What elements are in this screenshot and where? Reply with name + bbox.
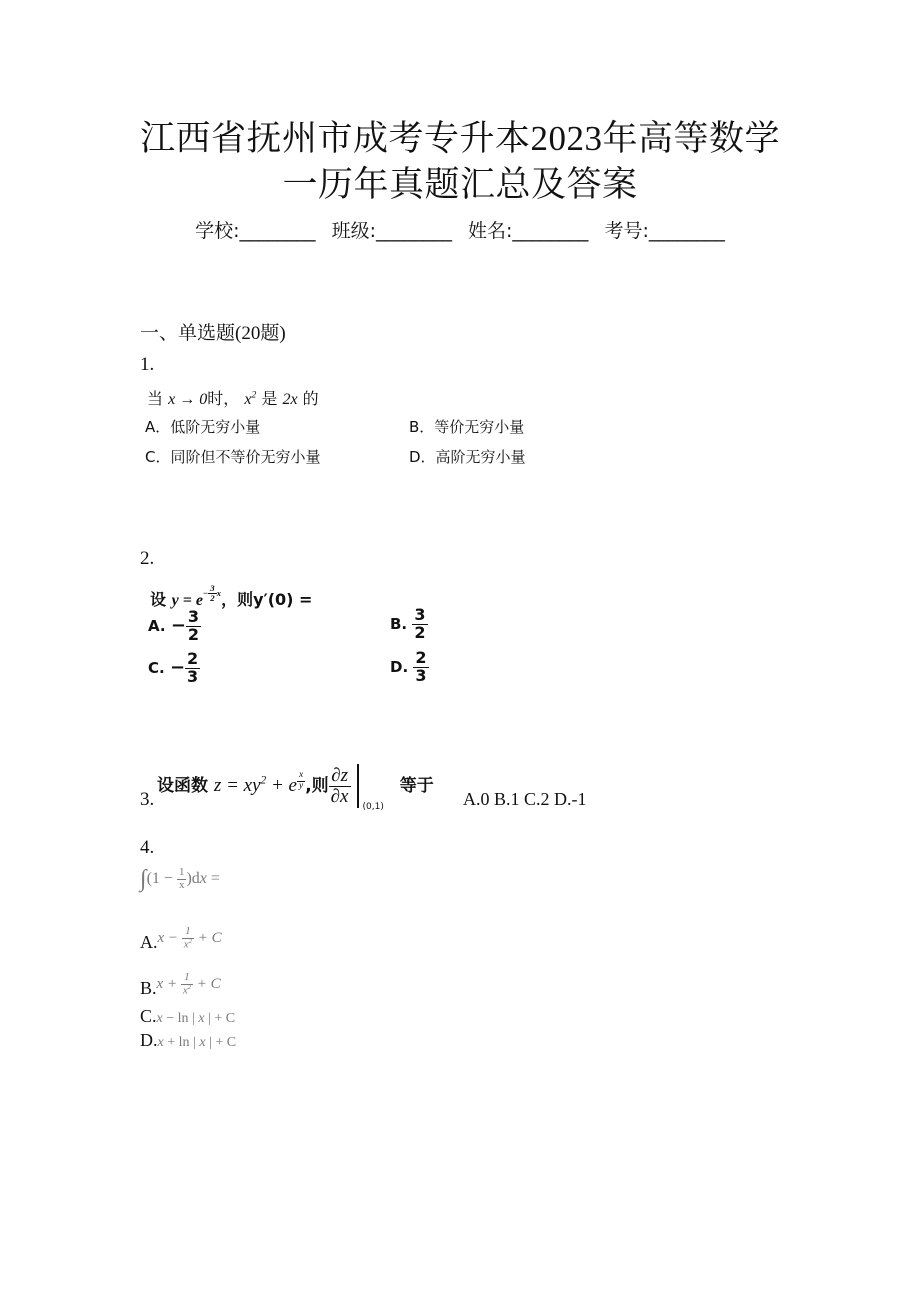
- q4-option-b-expr: x + 1 x2 + C: [156, 971, 221, 997]
- document-title-line1: 江西省抚州市成考专升本2023年高等数学: [139, 119, 780, 158]
- question-2-stem: [150, 584, 312, 610]
- q2-option-a-label: A.: [148, 616, 166, 635]
- q4-option-c-expr: x − ln | x | + C: [156, 1011, 236, 1026]
- q3-evaluation-point: (0,1): [362, 802, 384, 812]
- q2-stem-mid: ，则y′(0) =: [221, 589, 313, 609]
- q2-option-b-label: B.: [390, 614, 408, 633]
- q1-limit-expr: x → 0: [168, 391, 208, 408]
- question-3-stem: [157, 764, 434, 812]
- q2-option-b[interactable]: [390, 607, 428, 642]
- q4-option-b-label: B.: [140, 977, 157, 998]
- section-heading: 一、单选题(20题): [140, 323, 286, 344]
- q1-option-a[interactable]: A．低阶无穷小量: [145, 418, 261, 436]
- q3-evaluation-bar: [357, 764, 359, 808]
- question-2-number: 2.: [140, 548, 155, 569]
- q2-option-d-num: 2: [415, 648, 427, 667]
- q2-option-b-num: 3: [414, 605, 426, 624]
- q3-stem-then: ,则: [305, 776, 329, 796]
- q1-option-c[interactable]: C．同阶但不等价无穷小量: [145, 448, 321, 466]
- q4-option-b[interactable]: [140, 972, 221, 999]
- q1-stem-is: 是: [261, 389, 278, 408]
- school-field: 学校:________: [195, 220, 316, 242]
- q4-option-a-label: A.: [140, 931, 158, 952]
- q2-option-d[interactable]: [390, 650, 429, 685]
- q2-option-a-num: 3: [187, 607, 200, 626]
- q1-option-d[interactable]: D．高阶无穷小量: [409, 448, 526, 466]
- document-title-line2: 一历年真题汇总及答案: [282, 165, 638, 204]
- q2-option-c-sign: −: [169, 656, 186, 678]
- q4-option-d-expr: x + ln | x | + C: [157, 1035, 237, 1050]
- q1-option-b[interactable]: B．等价无穷小量: [409, 418, 525, 436]
- q2-option-d-label: D.: [390, 657, 409, 676]
- q1-stem-suffix: 的: [302, 389, 319, 408]
- q1-stem-prefix: 当: [147, 389, 164, 408]
- q3-stem-suffix: 等于: [399, 776, 434, 796]
- q2-stem-prefix: 设: [150, 589, 167, 609]
- q4-option-d[interactable]: [140, 1030, 236, 1051]
- q2-option-b-den: 2: [414, 622, 426, 642]
- q2-option-c-label: C.: [148, 658, 165, 677]
- q4-option-c-label: C.: [140, 1006, 157, 1026]
- question-4-stem: ∫(1 − $\frac{1}{x}$ )dx =: [140, 866, 220, 892]
- q4-option-a[interactable]: [140, 926, 222, 953]
- q2-option-c-den: 3: [187, 666, 199, 686]
- q3-options[interactable]: A.0 B.1 C.2 D.-1: [463, 789, 587, 809]
- q2-option-a-sign: −: [170, 614, 186, 636]
- q2-option-c[interactable]: [148, 651, 200, 686]
- class-field: 班级:________: [331, 220, 452, 242]
- q2-function: $y = e^{- \frac{3}{2} x}$: [171, 583, 222, 609]
- q4-option-d-label: D.: [140, 1030, 158, 1050]
- q3-function: $z = xy^2 + e$ $^{\frac{x}{y}}$: [213, 770, 304, 796]
- q2-option-a[interactable]: [148, 609, 201, 644]
- q1-stem-mid: 时，: [207, 389, 240, 408]
- name-field: 姓名:________: [468, 220, 589, 242]
- q3-stem-prefix: 设函数: [157, 776, 208, 796]
- question-3-number: 3.: [140, 789, 155, 810]
- q1-x-squared: $x^2$: [244, 389, 257, 408]
- question-1-stem: [147, 386, 319, 409]
- q2-option-a-den: 2: [187, 624, 200, 644]
- q3-partial-derivative: $\frac{\partial z}{\partial x}$: [330, 765, 349, 808]
- question-1-number: 1.: [140, 354, 155, 375]
- student-info-fields: [0, 216, 920, 243]
- q1-2x: 2x: [282, 391, 298, 408]
- q4-option-c[interactable]: [140, 1006, 235, 1027]
- q4-option-a-expr: x − 1 x2 + C: [157, 925, 222, 951]
- q2-option-c-num: 2: [187, 649, 199, 668]
- question-4-number: 4.: [140, 837, 155, 858]
- q2-option-d-den: 3: [415, 665, 427, 685]
- number-field: 考号:________: [604, 220, 725, 242]
